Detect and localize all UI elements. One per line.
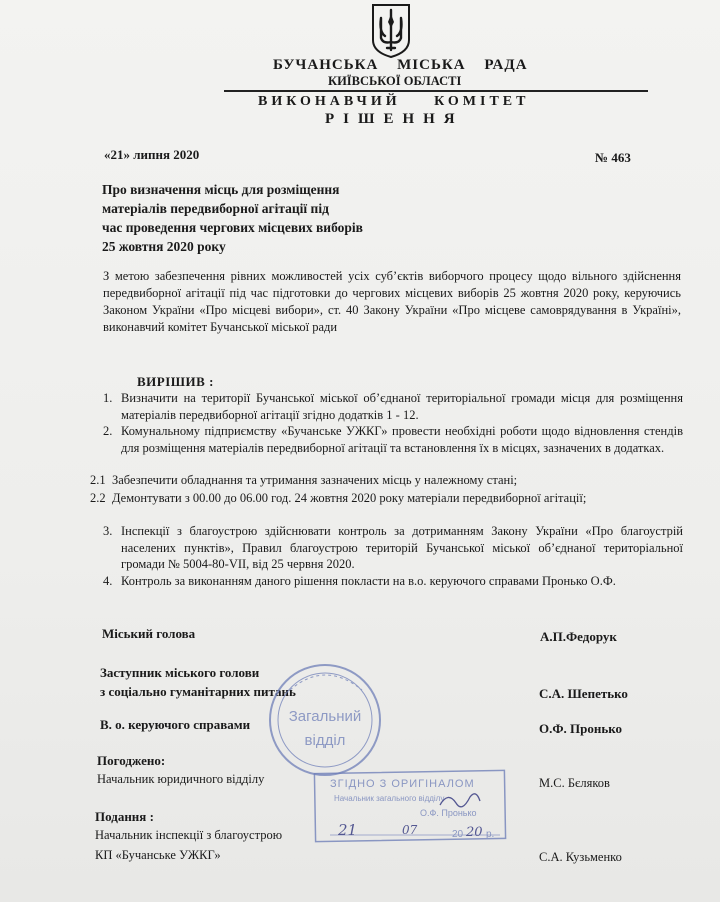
title-line: час проведення чергових місцевих виборів — [102, 220, 363, 235]
item-text: Комунальному підприємству «Бучанське УЖКГ» провести необхідні роботи щодо відновлення стендів для розміщення матеріалів передвиборної агітації та встановлення їх в місцях, зазначених в додатках. — [121, 424, 683, 455]
mayor-title: Міський голова — [102, 626, 196, 641]
decision-date: «21» липня 2020 — [104, 147, 200, 162]
inspection-name: С.А. Кузьменко — [539, 850, 622, 864]
region-name: КИЇВСЬКОЇ ОБЛАСТІ — [328, 74, 462, 88]
doc-type: РІШЕННЯ — [325, 111, 464, 127]
item-marker: 2.1 — [90, 473, 106, 487]
title-line: 25 жовтня 2020 року — [102, 239, 226, 254]
preamble: З метою забезпечення рівних можливостей усіх суб’єктів виборчого процесу щодо вільного здійснення передвиборної агітації під час підготовки до чергових місцевих виборів 25 жовтня 2020 року, керуючись Законом України «Про місцеві вибори», ст. 40 Закону України «Про місцеве самоврядування в Україні», виконавчий комітет Бучанської міської ради — [103, 269, 681, 334]
acting-name: О.Ф. Пронько — [539, 721, 623, 736]
general-department-seal — [270, 665, 380, 775]
copy-stamp-year-hand: 20 — [466, 825, 483, 840]
resolve-heading: ВИРІШИВ : — [137, 374, 214, 389]
general-seal-line1: Загальний — [288, 708, 362, 725]
inspection-title: Начальник інспекції з благоустрою — [95, 828, 283, 842]
copy-stamp-main: ЗГІДНО З ОРИГІНАЛОМ — [330, 778, 475, 790]
item-text: Демонтувати з 00.00 до 06.00 год. 24 жовтня 2020 року матеріали передвиборної агітації; — [112, 491, 587, 505]
submitted-label: Подання : — [95, 809, 154, 824]
item-marker: 1. — [103, 391, 113, 405]
title-line: матеріалів передвиборної агітації під — [102, 201, 329, 216]
item-marker: 4. — [103, 574, 113, 588]
item-text: Забезпечити обладнання та утримання зазначених місць у належному стані; — [112, 473, 518, 487]
inspection-org: КП «Бучанське УЖКГ» — [95, 848, 221, 862]
deputy-title: Заступник міського голови — [100, 665, 260, 680]
committee-name: ВИКОНАВЧИЙ КОМІТЕТ — [258, 94, 530, 109]
mayor-name: А.П.Федорук — [540, 629, 617, 644]
council-name: БУЧАНСЬКА МІСЬКА РАДА — [273, 57, 528, 73]
item-text: Визначити на території Бучанської міської об’єднаної територіальної громади місця для розміщення матеріалів передвиборної агітації згідно додатків 1 - 12. — [121, 391, 683, 422]
item-marker: 2. — [103, 424, 113, 438]
item-marker: 3. — [103, 524, 113, 538]
copy-stamp-day: 21 — [338, 821, 358, 839]
agreed-label: Погоджено: — [97, 753, 166, 768]
copy-stamp-name: О.Ф. Пронько — [420, 808, 477, 818]
legal-name: М.С. Бєляков — [539, 776, 610, 790]
deputy-title-2: з соціально гуманітарних питань — [100, 684, 296, 699]
title-line: Про визначення місць для розміщення — [102, 182, 340, 197]
copy-stamp-year-suffix: р. — [486, 829, 495, 840]
copy-stamp-sub: Начальник загального відділу — [334, 794, 445, 803]
deputy-name: С.А. Шепетько — [539, 686, 628, 701]
copy-stamp-year-prefix: 20 — [452, 829, 464, 840]
general-seal-line2: відділ — [304, 732, 346, 749]
handwritten-signature — [440, 794, 480, 807]
acting-title: В. о. керуючого справами — [100, 717, 251, 732]
item-text: Контроль за виконанням даного рішення покласти на в.о. керуючого справами Пронько О.Ф. — [121, 574, 616, 588]
copy-stamp-month: 07 — [402, 823, 418, 837]
decision-number: № 463 — [595, 150, 631, 165]
copy-certification-stamp — [314, 770, 505, 841]
legal-title: Начальник юридичного відділу — [97, 772, 265, 786]
item-marker: 2.2 — [90, 491, 106, 505]
item-text: Інспекції з благоустрою здійснювати контроль за дотриманням Закону України «Про благоустрій населених пунктів», Правил благоустрою територій Бучанської міської об’єднаної територіальної громади № 5004-80-VII, від 25 червня 2020. — [121, 524, 683, 571]
